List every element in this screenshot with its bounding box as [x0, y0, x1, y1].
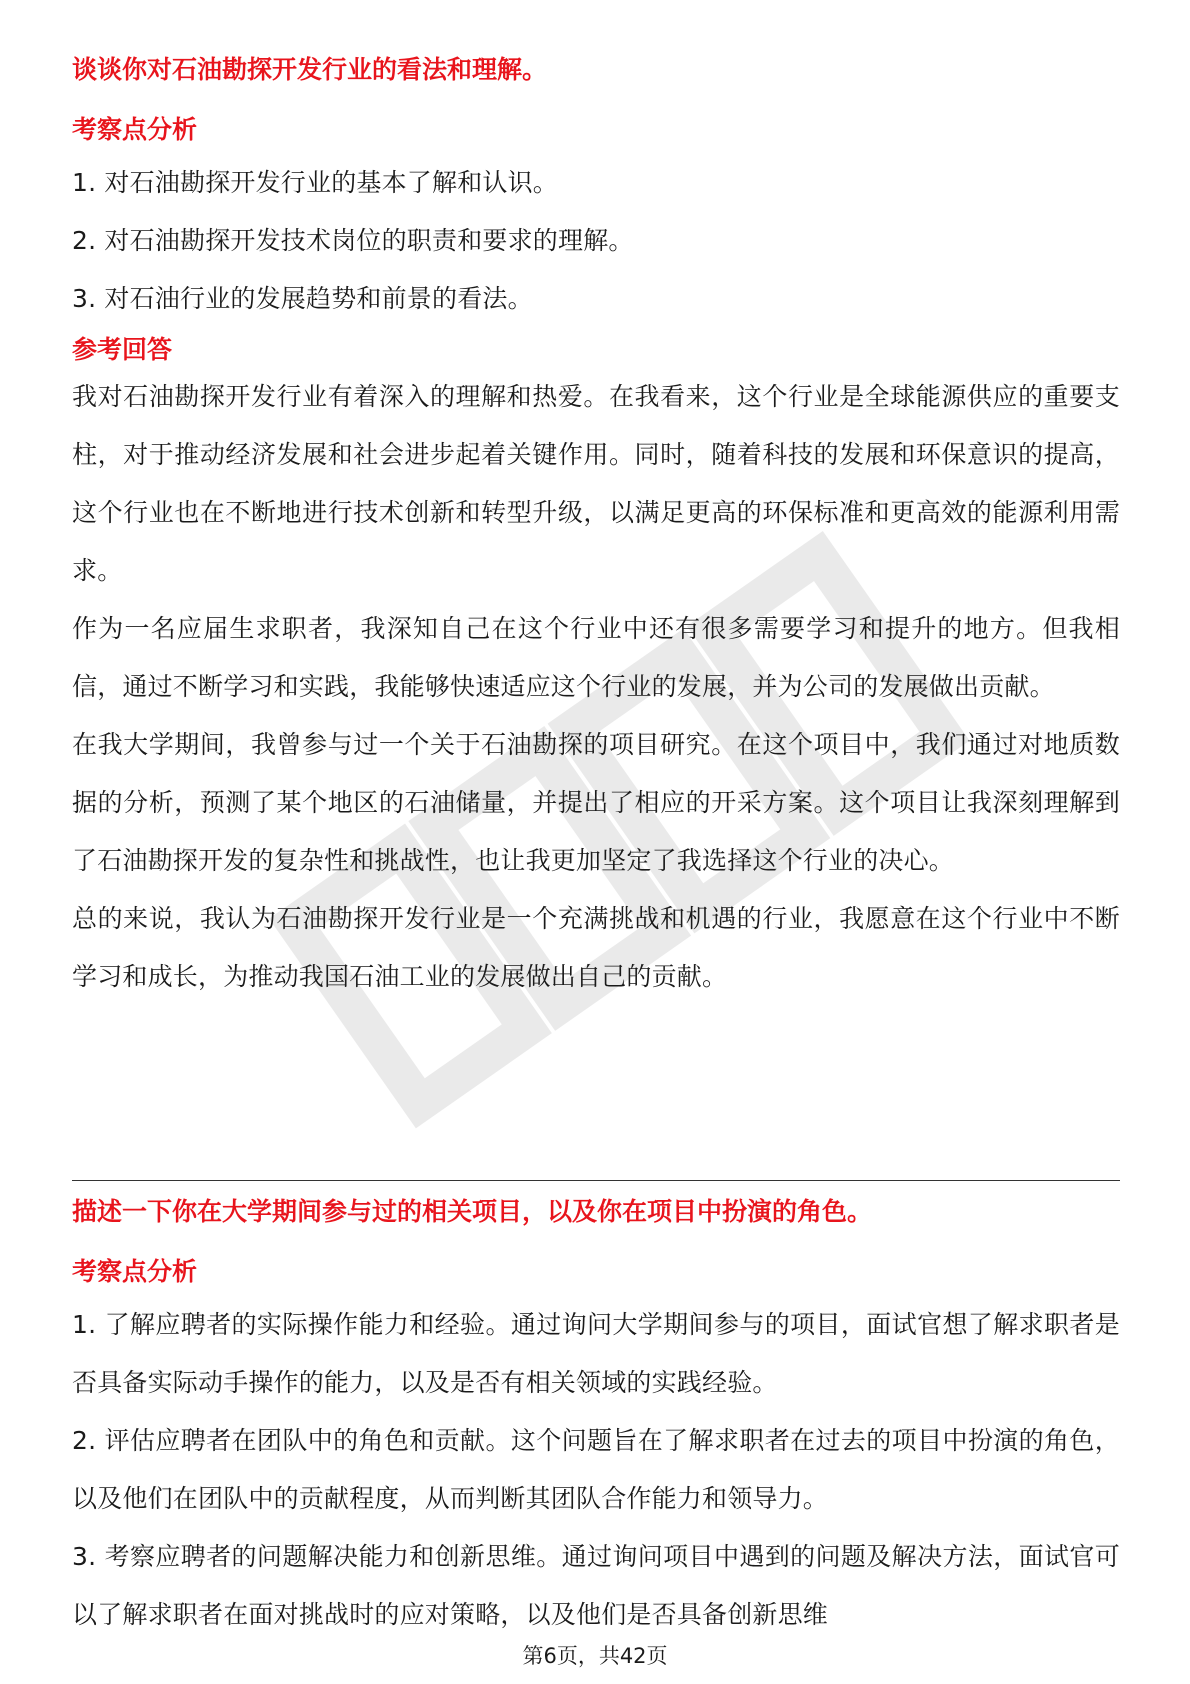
analysis-heading: 考察点分析: [72, 1257, 198, 1286]
analysis-list: [72, 154, 1120, 328]
page-number: 第6页，共42页: [522, 1644, 668, 1668]
list-item: 2. 评估应聘者在团队中的角色和贡献。这个问题旨在了解求职者在过去的项目中扮演的角色，以及他们在团队中的贡献程度，从而判断其团队合作能力和领导力。: [72, 1426, 1120, 1513]
list-item: 3. 对石油行业的发展趋势和前景的看法。: [72, 284, 533, 313]
answer-heading: 参考回答: [72, 335, 173, 364]
analysis-heading: 考察点分析: [72, 115, 198, 144]
analysis-list: [72, 1296, 1120, 1644]
question-title: 描述一下你在大学期间参与过的相关项目，以及你在项目中扮演的角色。: [72, 1197, 873, 1226]
answer-body: [72, 368, 1120, 1006]
list-item: 1. 对石油勘探开发行业的基本了解和认识。: [72, 168, 559, 197]
section-divider: [72, 1180, 1120, 1181]
list-item: 1. 了解应聘者的实际操作能力和经验。通过询问大学期间参与的项目，面试官想了解求职者是否具备实际动手操作的能力，以及是否有相关领域的实践经验。: [72, 1310, 1120, 1397]
answer-paragraph: 我对石油勘探开发行业有着深入的理解和热爱。在我看来，这个行业是全球能源供应的重要支柱，对于推动经济发展和社会进步起着关键作用。同时，随着科技的发展和环保意识的提高，这个行业也在不断地进行技术创新和转型升级，以满足更高的环保标准和更高效的能源利用需求。: [72, 382, 1120, 585]
answer-paragraph: 作为一名应届生求职者，我深知自己在这个行业中还有很多需要学习和提升的地方。但我相信，通过不断学习和实践，我能够快速适应这个行业的发展，并为公司的发展做出贡献。: [72, 614, 1120, 701]
answer-paragraph: 在我大学期间，我曾参与过一个关于石油勘探的项目研究。在这个项目中，我们通过对地质数据的分析，预测了某个地区的石油储量，并提出了相应的开采方案。这个项目让我深刻理解到了石油勘探开发的复杂性和挑战性，也让我更加坚定了我选择这个行业的决心。: [72, 730, 1120, 875]
answer-paragraph: 总的来说，我认为石油勘探开发行业是一个充满挑战和机遇的行业，我愿意在这个行业中不断学习和成长，为推动我国石油工业的发展做出自己的贡献。: [72, 904, 1120, 991]
question-title: 谈谈你对石油勘探开发行业的看法和理解。: [72, 55, 548, 84]
list-item: 3. 考察应聘者的问题解决能力和创新思维。通过询问项目中遇到的问题及解决方法，面试官可以了解求职者在面对挑战时的应对策略，以及他们是否具备创新思维: [72, 1542, 1120, 1629]
list-item: 2. 对石油勘探开发技术岗位的职责和要求的理解。: [72, 226, 634, 255]
